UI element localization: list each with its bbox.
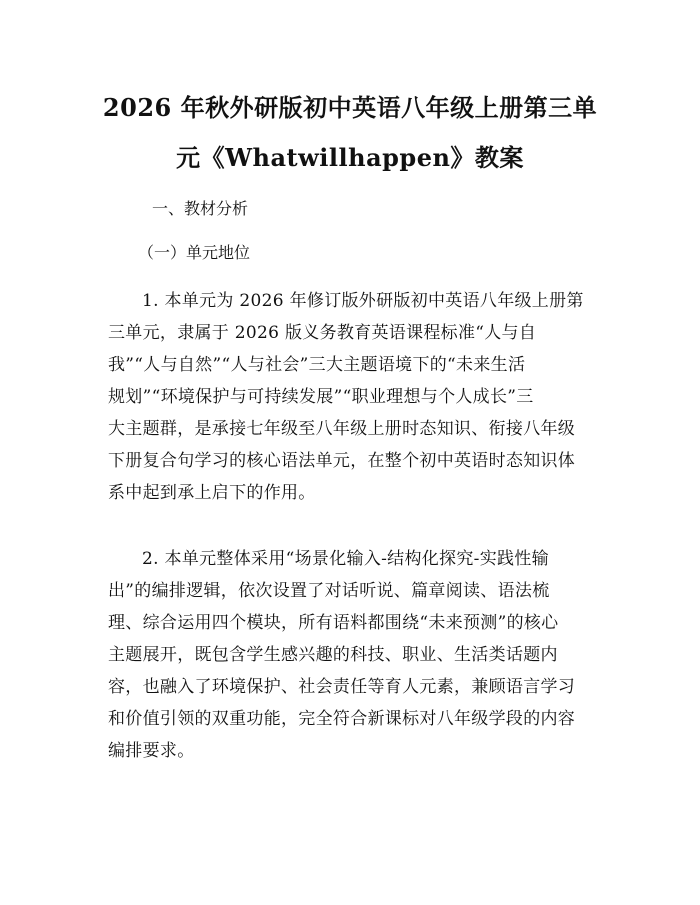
paragraph-1-line: 我”“人与自然”“人与社会”三大主题语境下的“未来生活 bbox=[108, 355, 526, 375]
paragraph-1-line: 下册复合句学习的核心语法单元，在整个初中英语时态知识体 bbox=[108, 451, 576, 471]
paragraph-2 bbox=[108, 543, 608, 767]
paragraph-1-line: 三单元，隶属于 2026 版义务教育英语课程标准“人与自 bbox=[108, 323, 537, 343]
paragraph-1-line: 规划”“环境保护与可持续发展”“职业理想与个人成长”三 bbox=[108, 387, 534, 407]
paragraph-2-line: 理、综合运用四个模块，所有语料都围绕“未来预测”的核心 bbox=[108, 613, 559, 633]
paragraph-2-line: 编排要求。 bbox=[108, 741, 195, 761]
paragraph-2-line: 2. 本单元整体采用“场景化输入-结构化探究-实践性输 bbox=[142, 549, 549, 569]
paragraph-2-line: 出”的编排逻辑，依次设置了对话听说、篇章阅读、语法梳 bbox=[108, 581, 550, 601]
document-title-line-2: 元《Whatwillhappen》教案 bbox=[176, 143, 524, 172]
paragraph-1-line: 1. 本单元为 2026 年修订版外研版初中英语八年级上册第 bbox=[142, 291, 584, 311]
paragraph-1-line: 大主题群，是承接七年级至八年级上册时态知识、衔接八年级 bbox=[108, 419, 576, 439]
paragraph-1-line: 系中起到承上启下的作用。 bbox=[108, 483, 316, 503]
document-title-line-1: 2026 年秋外研版初中英语八年级上册第三单 bbox=[102, 93, 598, 122]
paragraph-2-line: 主题展开，既包含学生感兴趣的科技、职业、生活类话题内 bbox=[108, 645, 558, 665]
paragraph-2-line: 和价值引领的双重功能，完全符合新课标对八年级学段的内容 bbox=[108, 709, 576, 729]
paragraph-2-line: 容，也融入了环境保护、社会责任等育人元素，兼顾语言学习 bbox=[108, 677, 576, 697]
paragraph-1 bbox=[108, 285, 608, 509]
section-heading: 一、教材分析 bbox=[152, 199, 249, 218]
subsection-heading: （一）单元地位 bbox=[138, 243, 251, 262]
